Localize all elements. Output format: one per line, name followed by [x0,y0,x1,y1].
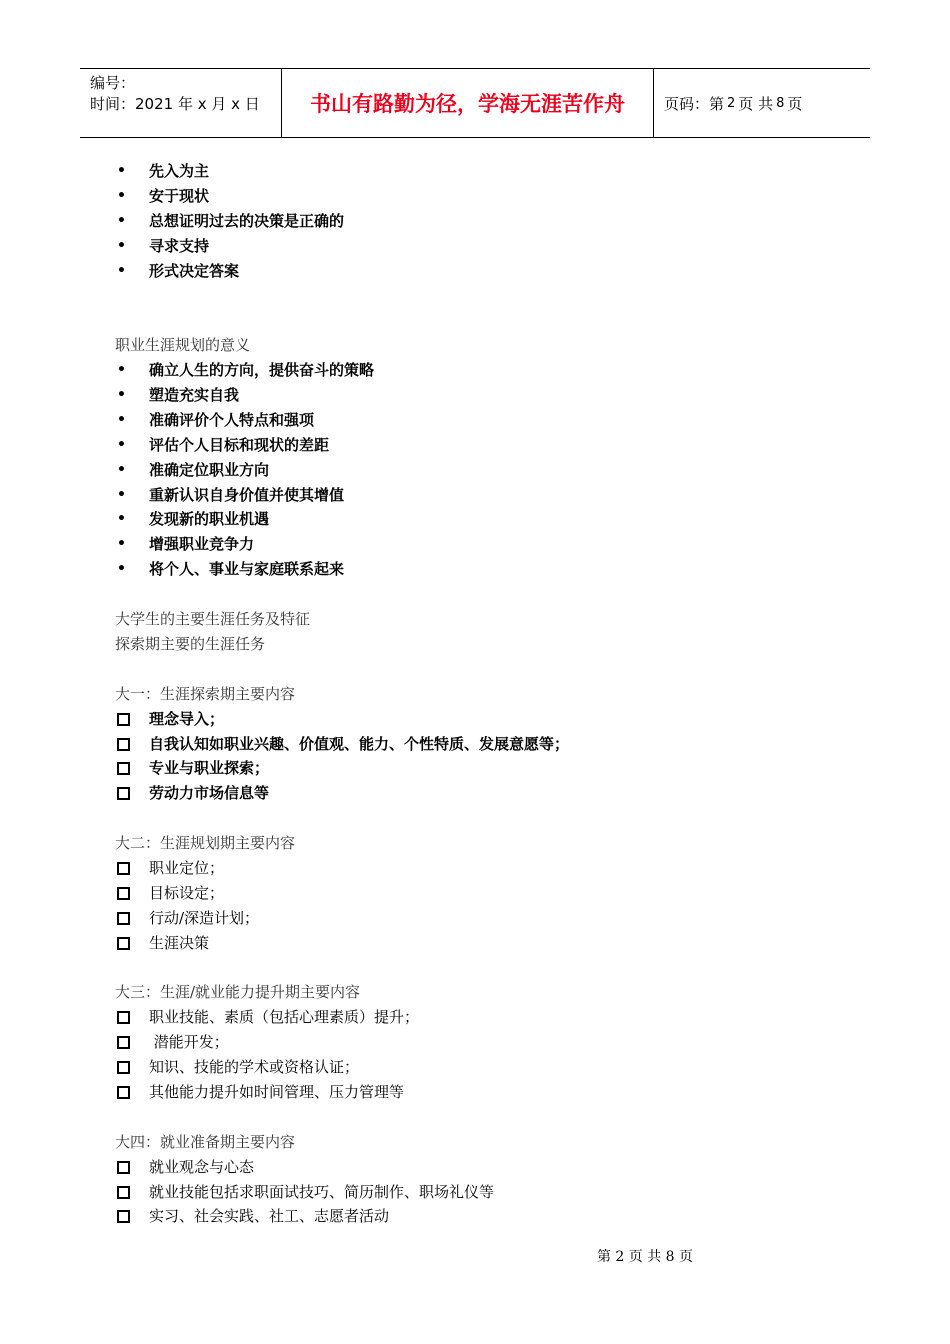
list-item: 知识、技能的学术或资格认证； [115,1055,875,1080]
list-item: 就业观念与心态 [115,1155,875,1180]
date-line [90,94,281,115]
document-body [115,159,875,1229]
checkbox-square-icon [117,738,130,751]
bullet-icon: • [117,387,126,404]
bullet-icon: • [117,237,126,254]
document-header [80,68,870,138]
list-item: 实习、社会实践、社工、志愿者活动 [115,1204,875,1229]
page-total: 8 [776,95,785,111]
year3-list [115,1005,875,1105]
bullet-icon: • [117,262,126,279]
list-item: • 准确定位职业方向 [115,458,875,483]
list-item: 专业与职业探索； [115,756,875,781]
checkbox-square-icon [117,1161,130,1174]
bullet-icon: • [117,511,126,528]
checkbox-square-icon [117,1210,130,1223]
bullet-icon: • [117,536,126,553]
list-item: 就业技能包括求职面试技巧、简历制作、职场礼仪等 [115,1180,875,1205]
list-item: • 评估个人目标和现状的差距 [115,433,875,458]
bullet-icon: • [117,461,126,478]
bias-list [115,159,875,283]
header-page-info [654,69,870,137]
bullet-icon: • [117,362,126,379]
list-item: • 总想证明过去的决策是正确的 [115,209,875,234]
list-item: • 将个人、事业与家庭联系起来 [115,557,875,582]
date-value: 2021 年 x 月 x 日 [135,95,260,113]
bullet-icon: • [117,486,126,503]
bullet-icon: • [117,411,126,428]
checkbox-square-icon [117,1186,130,1199]
checkbox-square-icon [117,1061,130,1074]
year1-heading: 大一：生涯探索期主要内容 [115,684,296,703]
checkbox-square-icon [117,1086,130,1099]
checkbox-square-icon [117,912,130,925]
bullet-icon: • [117,163,126,179]
checkbox-square-icon [117,713,130,726]
list-item: • 安于现状 [115,184,875,209]
list-item: • 形式决定答案 [115,259,875,284]
list-item: • 发现新的职业机遇 [115,507,875,532]
bullet-icon: • [117,212,126,229]
list-item: 其他能力提升如时间管理、压力管理等 [115,1080,875,1105]
serial-label: 编号： [90,74,136,92]
list-item: • 确立人生的方向，提供奋斗的策略 [115,358,875,383]
checkbox-square-icon [117,887,130,900]
header-motto: 书山有路勤为径，学海无涯苦作舟 [282,69,654,137]
list-item: 职业技能、素质（包括心理素质）提升； [115,1005,875,1030]
list-item: 劳动力市场信息等 [115,781,875,806]
page-prefix: 页码：第 [664,94,725,113]
year4-heading: 大四：就业准备期主要内容 [115,1132,296,1151]
page-current: 2 [727,95,736,111]
year4-list [115,1155,875,1230]
list-item: • 增强职业竞争力 [115,532,875,557]
page-footer: 第 2 页 共 8 页 [596,1249,694,1265]
bullet-icon: • [117,187,126,204]
checkbox-square-icon [117,787,130,800]
year2-list [115,856,875,956]
list-item: • 寻求支持 [115,234,875,259]
section-subheading: 探索期主要的生涯任务 [115,634,266,653]
checkbox-square-icon [117,937,130,950]
list-item: 职业定位； [115,856,875,881]
bullet-icon: • [117,436,126,453]
list-item: 自我认知如职业兴趣、价值观、能力、个性特质、发展意愿等； [115,732,875,757]
date-label: 时间： [90,95,136,113]
list-item: 生涯决策 [115,931,875,956]
list-item: 潜能开发； [115,1030,875,1055]
list-item: • 重新认识自身价值并使其增值 [115,483,875,508]
bullet-icon: • [117,561,126,578]
page-mid: 页 共 [738,94,774,113]
list-item: 理念导入； [115,707,875,732]
checkbox-square-icon [117,1011,130,1024]
section-heading: 大学生的主要生涯任务及特征 [115,610,311,629]
year3-heading: 大三：生涯/就业能力提升期主要内容 [115,983,361,1002]
list-item: • 先入为主 [115,159,875,184]
checkbox-square-icon [117,862,130,875]
page-suffix: 页 [787,94,803,113]
list-item: • 塑造充实自我 [115,383,875,408]
list-item: 行动/深造计划； [115,906,875,931]
checkbox-square-icon [117,762,130,775]
year2-heading: 大二：生涯规划期主要内容 [115,834,296,853]
year1-list [115,707,875,807]
checkbox-square-icon [117,1036,130,1049]
significance-list [115,358,875,582]
list-item: 目标设定； [115,881,875,906]
section-heading: 职业生涯规划的意义 [115,336,251,355]
list-item: • 准确评价个人特点和强项 [115,408,875,433]
header-meta [80,69,282,137]
